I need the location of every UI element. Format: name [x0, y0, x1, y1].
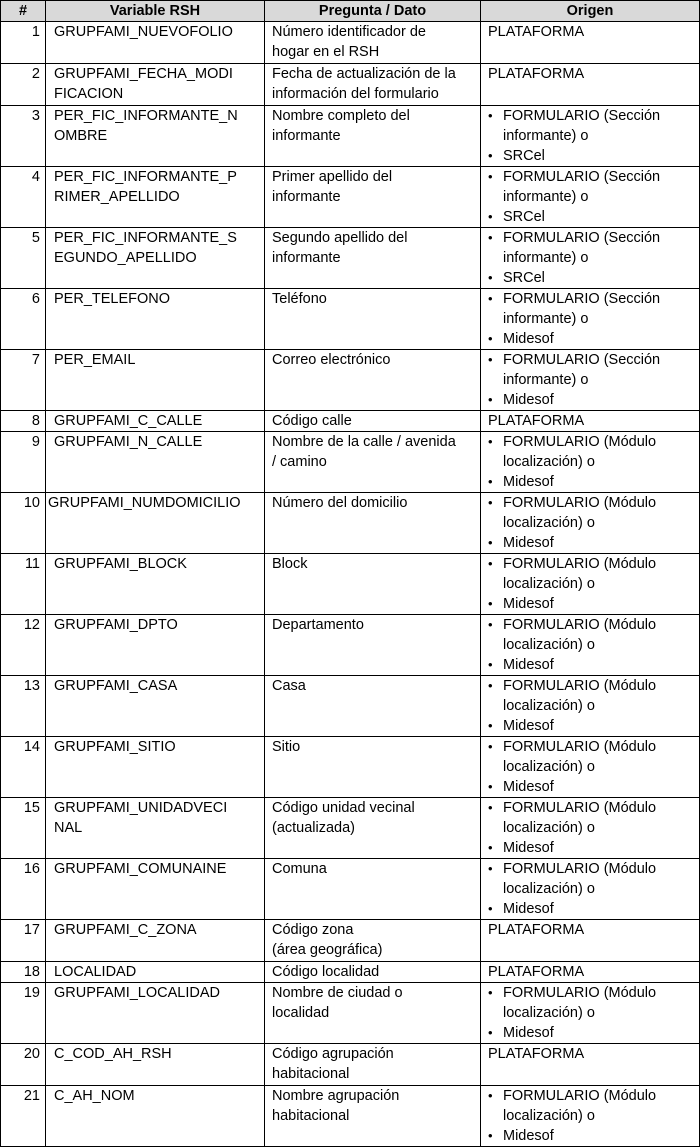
variable-name: OMBRE [54, 128, 108, 144]
variable-cell [46, 798, 265, 859]
variable-cell [46, 228, 265, 289]
pregunta-text: Segundo apellido del [272, 230, 408, 246]
pregunta-text: hogar en el RSH [272, 44, 380, 60]
origen-bullet: • Midesof [488, 1023, 694, 1043]
variable-cell [46, 289, 265, 350]
row-number: 13 [1, 676, 46, 737]
row-number: 4 [1, 167, 46, 228]
header-num: # [1, 1, 46, 22]
origen-bullet: • Midesof [488, 1126, 694, 1146]
pregunta-text: Nombre de la calle / avenida [272, 434, 456, 450]
pregunta-text: Código localidad [272, 964, 380, 980]
row-number: 21 [1, 1086, 46, 1147]
table-row [1, 615, 700, 676]
table-row [1, 289, 700, 350]
pregunta-cell [265, 1086, 481, 1147]
variable-name: GRUPFAMI_FECHA_MODI [54, 66, 233, 82]
pregunta-text: / camino [272, 454, 327, 470]
variable-name: GRUPFAMI_UNIDADVECI [54, 800, 228, 816]
variable-name: GRUPFAMI_COMUNAINE [54, 861, 227, 877]
origen-bullet: • FORMULARIO (Sección informante) o [488, 350, 694, 390]
origen-cell [481, 167, 700, 228]
pregunta-text: Código unidad vecinal [272, 800, 415, 816]
variable-name: GRUPFAMI_NUMDOMICILIO [48, 495, 241, 511]
origen-bullet: • FORMULARIO (Módulo localización) o [488, 1086, 694, 1126]
origen-cell [481, 798, 700, 859]
table-row [1, 432, 700, 493]
table-row [1, 737, 700, 798]
origen-cell [481, 676, 700, 737]
origen-bullet: • FORMULARIO (Módulo localización) o [488, 798, 694, 838]
variable-cell [46, 962, 265, 983]
variable-cell [46, 493, 265, 554]
variable-name: GRUPFAMI_NUEVOFOLIO [54, 24, 233, 40]
pregunta-cell [265, 859, 481, 920]
origen-bullet: • FORMULARIO (Sección informante) o [488, 228, 694, 268]
pregunta-text: Nombre completo del [272, 108, 410, 124]
row-number: 18 [1, 962, 46, 983]
origen-cell [481, 432, 700, 493]
variable-name: PER_FIC_INFORMANTE_P [54, 169, 237, 185]
pregunta-cell [265, 64, 481, 106]
variable-cell [46, 411, 265, 432]
variable-name: GRUPFAMI_LOCALIDAD [54, 985, 220, 1001]
variable-cell [46, 983, 265, 1044]
variable-name: PER_TELEFONO [54, 291, 171, 307]
pregunta-cell [265, 962, 481, 983]
origen-cell [481, 64, 700, 106]
variable-cell [46, 676, 265, 737]
variable-cell [46, 1044, 265, 1086]
pregunta-text: informante [272, 250, 341, 266]
row-number: 11 [1, 554, 46, 615]
variable-cell [46, 22, 265, 64]
variable-name: GRUPFAMI_C_ZONA [54, 922, 197, 938]
variable-cell [46, 554, 265, 615]
variable-name: GRUPFAMI_SITIO [54, 739, 176, 755]
origen-list [488, 106, 694, 166]
pregunta-text: informante [272, 189, 341, 205]
origen-bullet: • Midesof [488, 655, 694, 675]
table-row [1, 798, 700, 859]
origen-list [488, 983, 694, 1043]
origen-list [488, 350, 694, 410]
pregunta-cell [265, 554, 481, 615]
pregunta-cell [265, 432, 481, 493]
variable-name: GRUPFAMI_DPTO [54, 617, 178, 633]
table-row [1, 493, 700, 554]
origen-text: PLATAFORMA [488, 66, 585, 82]
table-row [1, 22, 700, 64]
variable-name: PER_FIC_INFORMANTE_S [54, 230, 237, 246]
pregunta-cell [265, 798, 481, 859]
pregunta-cell [265, 493, 481, 554]
row-number: 9 [1, 432, 46, 493]
origen-bullet: • Midesof [488, 899, 694, 919]
pregunta-cell [265, 228, 481, 289]
table-row [1, 411, 700, 432]
table-body [1, 22, 700, 1147]
row-number: 17 [1, 920, 46, 962]
pregunta-text: (actualizada) [272, 820, 356, 836]
pregunta-text: informante [272, 128, 341, 144]
variable-cell [46, 106, 265, 167]
pregunta-text: Correo electrónico [272, 352, 391, 368]
variable-cell [46, 920, 265, 962]
origen-list [488, 289, 694, 349]
origen-bullet: • FORMULARIO (Módulo localización) o [488, 432, 694, 472]
variable-cell [46, 859, 265, 920]
row-number: 1 [1, 22, 46, 64]
row-number: 14 [1, 737, 46, 798]
origen-cell [481, 289, 700, 350]
origen-bullet: • Midesof [488, 838, 694, 858]
table-row [1, 554, 700, 615]
pregunta-cell [265, 920, 481, 962]
pregunta-text: habitacional [272, 1108, 350, 1124]
pregunta-cell [265, 350, 481, 411]
origen-list [488, 167, 694, 227]
origen-bullet: • Midesof [488, 777, 694, 797]
pregunta-cell [265, 737, 481, 798]
origen-bullet: • SRCel [488, 268, 694, 288]
pregunta-text: Teléfono [272, 291, 327, 307]
table-row [1, 1044, 700, 1086]
origen-bullet: • Midesof [488, 716, 694, 736]
variable-name: GRUPFAMI_BLOCK [54, 556, 187, 572]
pregunta-text: Block [272, 556, 308, 572]
pregunta-cell [265, 1044, 481, 1086]
table-row [1, 920, 700, 962]
variable-name: FICACION [54, 86, 124, 102]
variable-name: GRUPFAMI_N_CALLE [54, 434, 203, 450]
origen-list [488, 1086, 694, 1146]
pregunta-cell [265, 167, 481, 228]
row-number: 3 [1, 106, 46, 167]
variable-cell [46, 432, 265, 493]
table-row [1, 859, 700, 920]
origen-bullet: • SRCel [488, 146, 694, 166]
row-number: 10 [1, 493, 46, 554]
origen-bullet: • Midesof [488, 533, 694, 553]
origen-bullet: • Midesof [488, 594, 694, 614]
origen-list [488, 554, 694, 614]
origen-cell [481, 228, 700, 289]
origen-list [488, 432, 694, 492]
variable-cell [46, 1086, 265, 1147]
origen-bullet: • FORMULARIO (Módulo localización) o [488, 554, 694, 594]
row-number: 19 [1, 983, 46, 1044]
origen-bullet: • FORMULARIO (Sección informante) o [488, 167, 694, 207]
variable-name: NAL [54, 820, 83, 836]
table-row [1, 106, 700, 167]
table-row [1, 167, 700, 228]
table-row [1, 962, 700, 983]
pregunta-text: Código calle [272, 413, 352, 429]
header-origen: Origen [481, 1, 700, 22]
origen-bullet: • FORMULARIO (Módulo localización) o [488, 493, 694, 533]
variable-name: LOCALIDAD [54, 964, 137, 980]
pregunta-text: Número del domicilio [272, 495, 408, 511]
pregunta-cell [265, 983, 481, 1044]
pregunta-cell [265, 411, 481, 432]
origen-cell [481, 615, 700, 676]
pregunta-text: Fecha de actualización de la [272, 66, 456, 82]
variable-name: GRUPFAMI_C_CALLE [54, 413, 203, 429]
pregunta-cell [265, 289, 481, 350]
row-number: 5 [1, 228, 46, 289]
origen-list [488, 493, 694, 553]
pregunta-text: localidad [272, 1005, 330, 1021]
pregunta-text: Código zona [272, 922, 354, 938]
origen-list [488, 737, 694, 797]
origen-bullet: • FORMULARIO (Módulo localización) o [488, 615, 694, 655]
origen-cell [481, 411, 700, 432]
origen-bullet: • FORMULARIO (Módulo localización) o [488, 737, 694, 777]
origen-cell [481, 962, 700, 983]
origen-list [488, 859, 694, 919]
pregunta-text: información del formulario [272, 86, 439, 102]
header-variable: Variable RSH [46, 1, 265, 22]
header-pregunta: Pregunta / Dato [265, 1, 481, 22]
pregunta-cell [265, 22, 481, 64]
table-row [1, 350, 700, 411]
origen-cell [481, 983, 700, 1044]
variable-cell [46, 737, 265, 798]
table-row [1, 1086, 700, 1147]
origen-cell [481, 22, 700, 64]
origen-cell [481, 920, 700, 962]
origen-list [488, 798, 694, 858]
variable-name: EGUNDO_APELLIDO [54, 250, 197, 266]
origen-bullet: • FORMULARIO (Sección informante) o [488, 106, 694, 146]
variable-name: C_COD_AH_RSH [54, 1046, 172, 1062]
origen-bullet: • FORMULARIO (Módulo localización) o [488, 983, 694, 1023]
pregunta-text: Número identificador de [272, 24, 426, 40]
variable-name: RIMER_APELLIDO [54, 189, 180, 205]
origen-cell [481, 737, 700, 798]
row-number: 20 [1, 1044, 46, 1086]
row-number: 8 [1, 411, 46, 432]
origen-list [488, 615, 694, 675]
row-number: 15 [1, 798, 46, 859]
table-header-row [1, 1, 700, 22]
pregunta-text: habitacional [272, 1066, 350, 1082]
pregunta-text: Nombre de ciudad o [272, 985, 403, 1001]
table-row [1, 676, 700, 737]
origen-bullet: • Midesof [488, 329, 694, 349]
table-row [1, 983, 700, 1044]
variable-name: PER_EMAIL [54, 352, 136, 368]
row-number: 12 [1, 615, 46, 676]
origen-cell [481, 1086, 700, 1147]
pregunta-text: Sitio [272, 739, 301, 755]
variable-name: PER_FIC_INFORMANTE_N [54, 108, 238, 124]
origen-bullet: • FORMULARIO (Módulo localización) o [488, 676, 694, 716]
origen-bullet: • Midesof [488, 390, 694, 410]
pregunta-text: Código agrupación [272, 1046, 394, 1062]
row-number: 16 [1, 859, 46, 920]
origen-cell [481, 1044, 700, 1086]
origen-bullet: • FORMULARIO (Módulo localización) o [488, 859, 694, 899]
table-row [1, 64, 700, 106]
row-number: 2 [1, 64, 46, 106]
row-number: 6 [1, 289, 46, 350]
pregunta-text: Departamento [272, 617, 364, 633]
origen-text: PLATAFORMA [488, 922, 585, 938]
origen-cell [481, 350, 700, 411]
origen-cell [481, 554, 700, 615]
variable-name: GRUPFAMI_CASA [54, 678, 178, 694]
variable-cell [46, 615, 265, 676]
origen-cell [481, 493, 700, 554]
origen-bullet: • SRCel [488, 207, 694, 227]
variable-name: C_AH_NOM [54, 1088, 135, 1104]
origen-list [488, 676, 694, 736]
origen-bullet: • Midesof [488, 472, 694, 492]
origen-cell [481, 106, 700, 167]
origen-text: PLATAFORMA [488, 964, 585, 980]
pregunta-text: (área geográfica) [272, 942, 383, 958]
table-row [1, 228, 700, 289]
pregunta-text: Primer apellido del [272, 169, 393, 185]
origen-list [488, 228, 694, 288]
row-number: 7 [1, 350, 46, 411]
origen-text: PLATAFORMA [488, 413, 585, 429]
variable-cell [46, 167, 265, 228]
pregunta-cell [265, 106, 481, 167]
pregunta-cell [265, 676, 481, 737]
origen-cell [481, 859, 700, 920]
pregunta-text: Casa [272, 678, 306, 694]
pregunta-cell [265, 615, 481, 676]
pregunta-text: Nombre agrupación [272, 1088, 400, 1104]
variable-cell [46, 350, 265, 411]
origen-text: PLATAFORMA [488, 1046, 585, 1062]
variable-cell [46, 64, 265, 106]
pregunta-text: Comuna [272, 861, 327, 877]
origen-text: PLATAFORMA [488, 24, 585, 40]
origen-bullet: • FORMULARIO (Sección informante) o [488, 289, 694, 329]
